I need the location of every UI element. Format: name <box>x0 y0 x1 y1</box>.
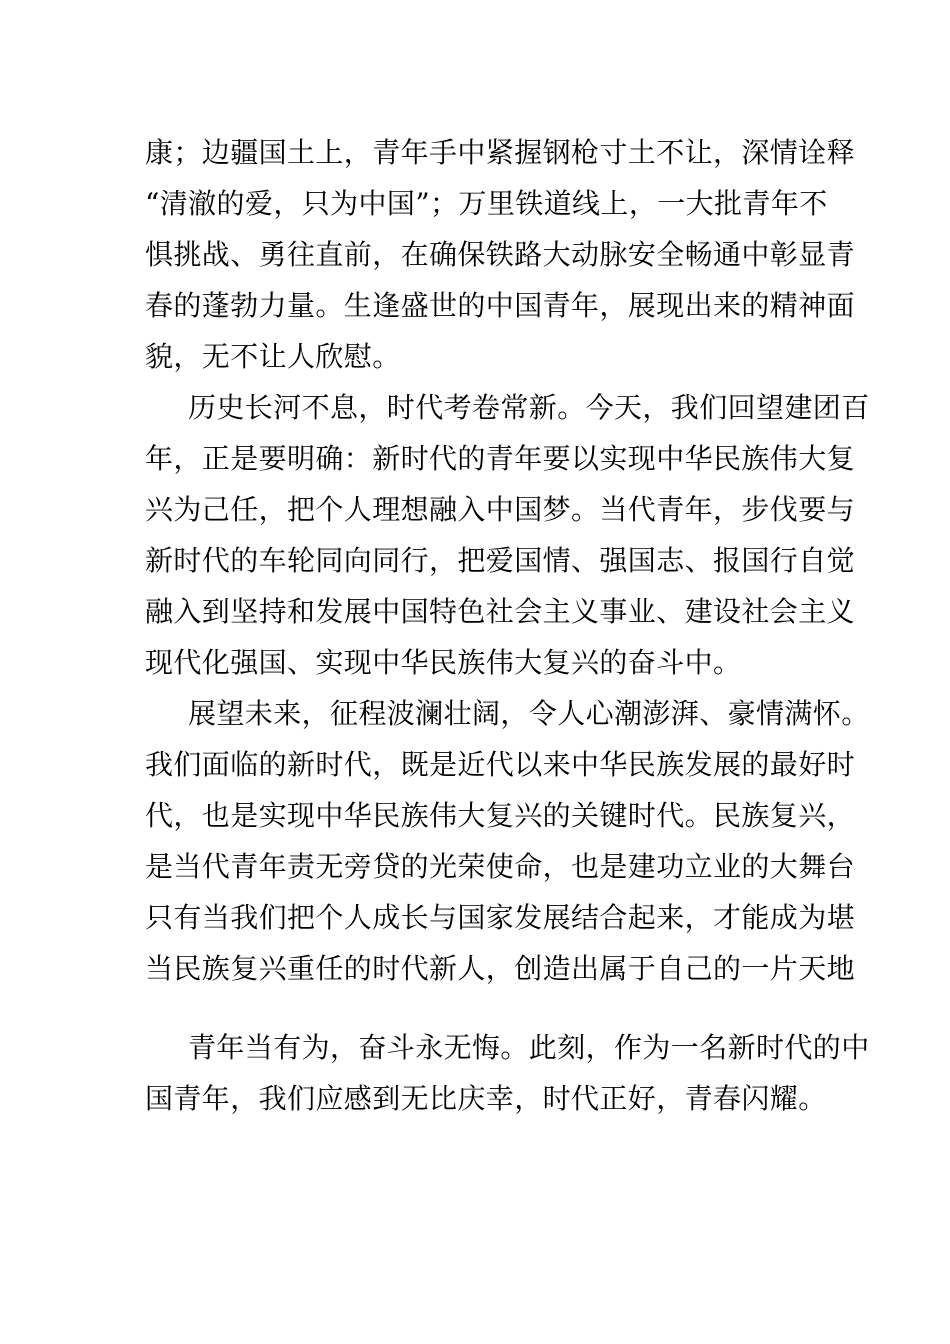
text-line: 只有当我们把个人成长与国家发展结合起来，才能成为堪 <box>145 901 856 934</box>
text-line: 当民族复兴重任的时代新人，创造出属于自己的一片天地 <box>145 952 856 985</box>
text-line: 貌，无不让人欣慰。 <box>145 340 401 373</box>
body-text-block <box>145 127 870 994</box>
text-line: 新时代的车轮同向同行，把爱国情、强国志、报国行自觉 <box>145 544 856 577</box>
text-line: 惧挑战、勇往直前，在确保铁路大动脉安全畅通中彰显青 <box>145 238 856 271</box>
text-line: 国青年，我们应感到无比庆幸，时代正好，青春闪耀。 <box>145 1082 827 1115</box>
text-line: 我们面临的新时代，既是近代以来中华民族发展的最好时 <box>145 748 856 781</box>
text-line: “清澈的爱，只为中国”；万里铁道线上，一大批青年不 <box>145 187 828 220</box>
paragraph-start-line: 历史长河不息，时代考卷常新。今天，我们回望建团百 <box>188 391 870 424</box>
text-line: 现代化强国、实现中华民族伟大复兴的奋斗中。 <box>145 646 742 679</box>
text-line: 年，正是要明确：新时代的青年要以实现中华民族伟大复 <box>145 442 856 475</box>
text-line: 康；边疆国土上，青年手中紧握钢枪寸土不让，深情诠释 <box>145 136 856 169</box>
paragraph-start-line: 展望未来，征程波澜壮阔，令人心潮澎湃、豪情满怀。 <box>188 697 870 730</box>
text-line: 融入到坚持和发展中国特色社会主义事业、建设社会主义 <box>145 595 856 628</box>
text-line: 兴为己任，把个人理想融入中国梦。当代青年，步伐要与 <box>145 493 856 526</box>
text-line: 春的蓬勃力量。生逢盛世的中国青年，展现出来的精神面 <box>145 289 856 322</box>
paragraph-start-line: 青年当有为，奋斗永无悔。此刻，作为一名新时代的中 <box>188 1031 870 1064</box>
closing-text-block <box>145 1022 870 1124</box>
text-line: 代，也是实现中华民族伟大复兴的关键时代。民族复兴， <box>145 799 856 832</box>
text-line: 是当代青年责无旁贷的光荣使命，也是建功立业的大舞台 <box>145 850 856 883</box>
